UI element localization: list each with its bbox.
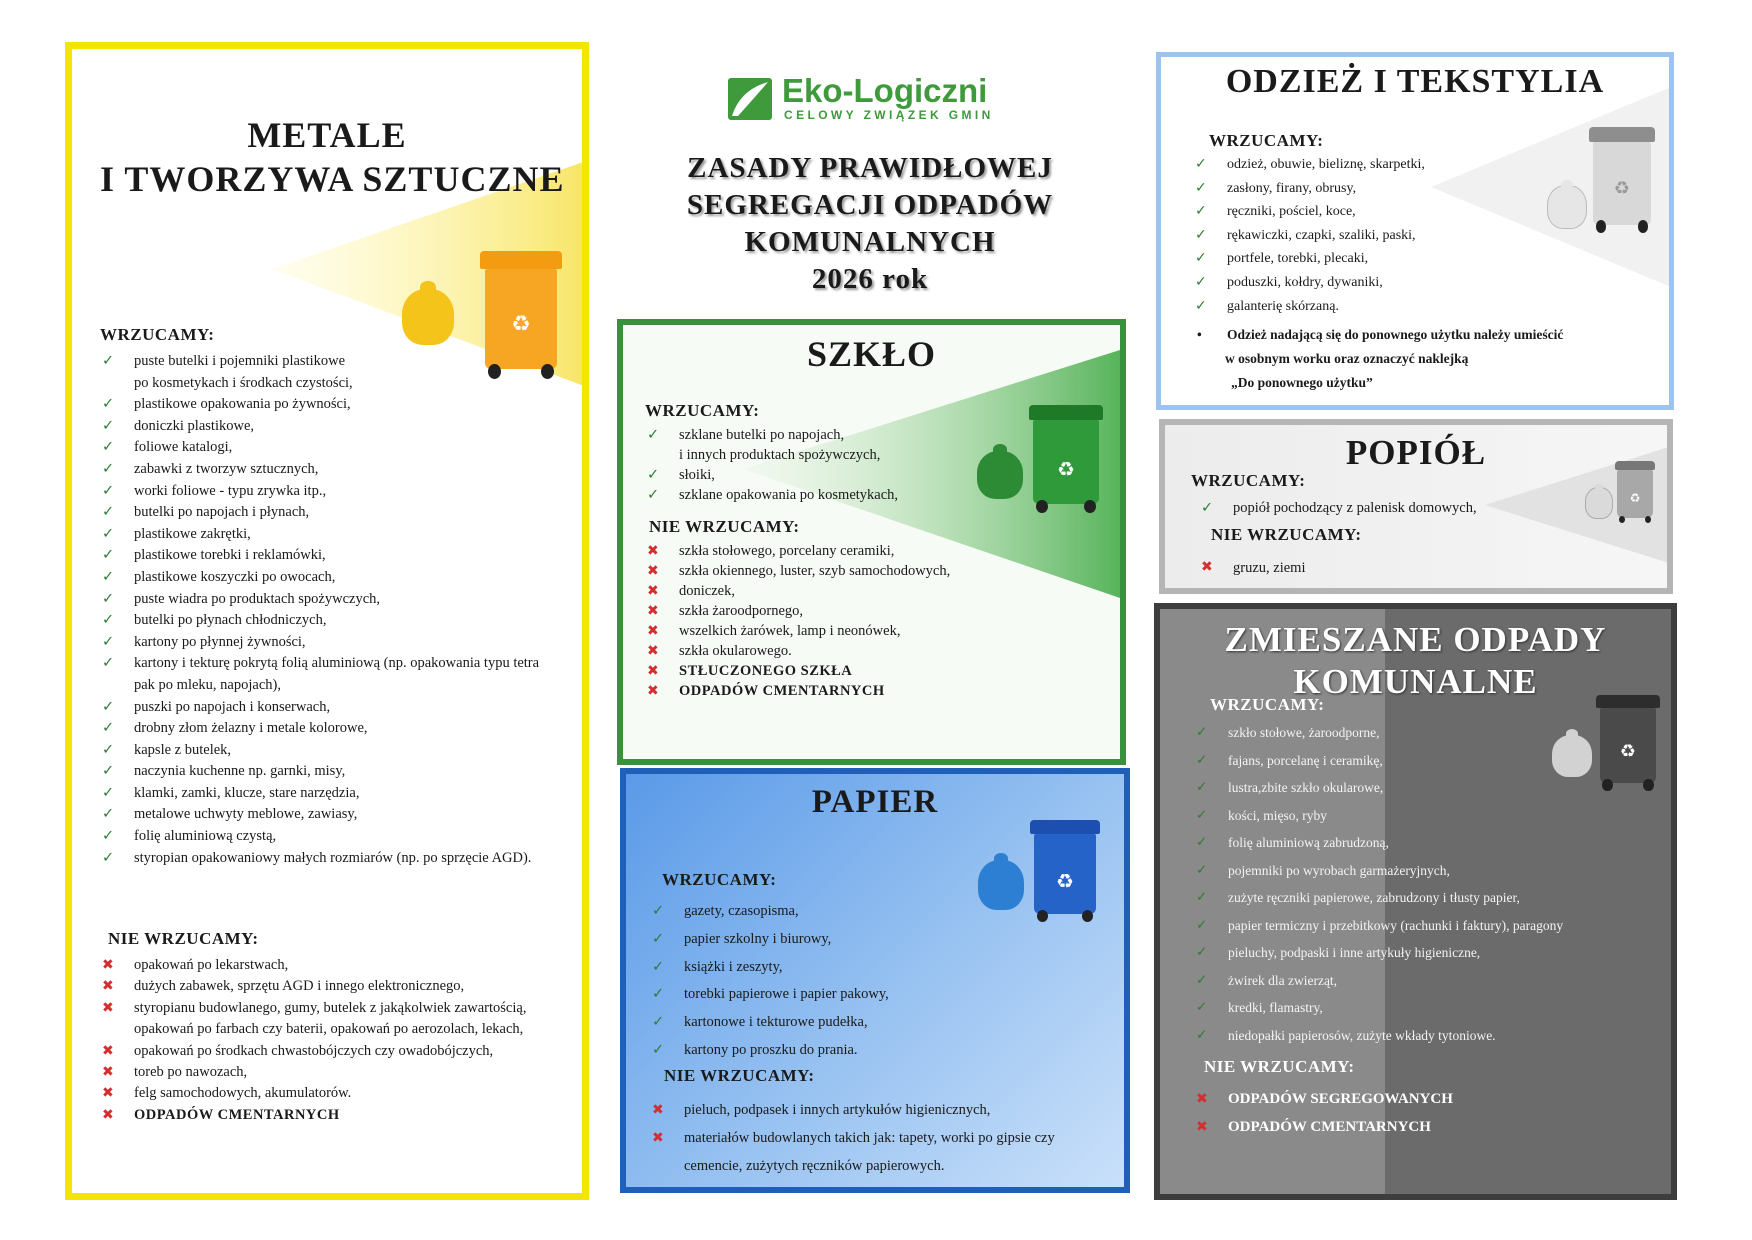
item-text: wszelkich żarówek, lamp i neonówek, (679, 623, 901, 639)
list-item (1194, 719, 1674, 747)
excluded-item (100, 1019, 589, 1040)
excluded-item (650, 1124, 1120, 1152)
list-item (645, 425, 995, 445)
check-icon: ✓ (1195, 250, 1207, 267)
check-icon: ✓ (102, 525, 115, 542)
list-item (100, 459, 589, 481)
item-text: odzież, obuwie, bieliznę, skarpetki, (1227, 157, 1425, 172)
list-item (645, 485, 995, 505)
item-text: kości, mięso, ryby (1228, 807, 1327, 823)
check-icon: ✓ (652, 958, 665, 975)
list-item (650, 954, 1030, 982)
metale-title-line2: I TWORZYWA SZTUCZNE (100, 159, 565, 199)
check-icon: ✓ (1196, 724, 1208, 740)
popiol-wrzucamy-list (1199, 499, 1529, 518)
item-text: opakowań po farbach czy baterii, opakowań po aerozolach, lekach, (134, 1021, 524, 1038)
list-item (650, 1037, 1030, 1065)
check-icon: ✓ (102, 806, 115, 823)
yellow-bin-icon: ♻ (480, 251, 562, 379)
cross-icon: ✖ (102, 1106, 114, 1123)
excluded-item (100, 955, 589, 976)
item-text: klamki, zamki, klucze, stare narzędzia, (134, 784, 360, 801)
item-text: ręczniki, pościel, koce, (1227, 204, 1356, 220)
zmieszane-title-line2: KOMUNALNE (1293, 662, 1538, 701)
item-text: naczynia kuchenne np. garnki, misy, (134, 763, 346, 780)
list-item (645, 445, 995, 465)
check-icon: ✓ (1196, 1026, 1208, 1043)
blue-bin-icon: ♻ (1030, 820, 1100, 922)
item-text: i innych produktach spożywczych, (679, 447, 881, 463)
szklo-wrzucamy-list (645, 425, 995, 505)
item-text: ODPADÓW CMENTARNYCH (679, 683, 885, 699)
item-text: fajans, porcelanę i ceramikę, (1228, 752, 1383, 768)
item-text: gazety, czasopisma, (684, 903, 799, 919)
check-icon: ✓ (102, 655, 115, 672)
szklo-wrzucamy-label: WRZUCAMY: (645, 401, 760, 420)
popiol-wrzucamy-label: WRZUCAMY: (1191, 471, 1306, 490)
check-icon: ✓ (102, 784, 115, 801)
item-text: felg samochodowych, akumulatorów. (134, 1085, 352, 1102)
cross-icon: ✖ (647, 663, 659, 679)
item-text: kredki, flamastry, (1228, 1000, 1323, 1015)
list-item (100, 653, 589, 675)
list-item (1193, 247, 1523, 271)
check-icon: ✓ (102, 504, 115, 521)
cross-icon: ✖ (647, 683, 659, 699)
check-icon: ✓ (102, 353, 115, 369)
list-item (100, 804, 589, 826)
metale-title (72, 113, 582, 201)
page-heading (640, 150, 1100, 298)
item-text: opakowań po lekarstwach, (134, 957, 289, 973)
list-item (1194, 1022, 1674, 1050)
excluded-item (645, 681, 1105, 701)
panel-popiol (1159, 419, 1673, 594)
item-text: niedopałki papierosów, zużyte wkłady tytoniowe. (1228, 1027, 1496, 1043)
excluded-item (645, 661, 1105, 681)
excluded-item (650, 1096, 1120, 1124)
cross-icon: ✖ (1201, 559, 1213, 575)
papier-title: PAPIER (811, 784, 939, 820)
list-item (1199, 499, 1529, 518)
list-item (1194, 857, 1674, 885)
metale-title-line1: METALE (247, 115, 407, 155)
check-icon: ✓ (652, 1041, 665, 1058)
item-text: cemencie, zużytych ręczników papierowych. (684, 1158, 945, 1174)
item-text: butelki po napojach i płynach, (134, 504, 310, 521)
popiol-nie-wrzucamy-list (1199, 559, 1529, 578)
item-text: zużyte ręczniki papierowe, zabrudzony i tłusty papier, (1228, 890, 1520, 905)
papier-wrzucamy-list (650, 898, 1030, 1065)
item-text: szkło stołowe, żaroodporne, (1228, 725, 1380, 740)
odziez-note-line3: „Do ponownego użytku” (1231, 375, 1373, 390)
zmieszane-title (1160, 619, 1671, 703)
item-text: żwirek dla zwierząt, (1228, 972, 1338, 988)
item-text: puszki po napojach i konserwach, (134, 698, 331, 715)
item-text: drobny złom żelazny i metale kolorowe, (134, 720, 368, 737)
cross-icon: ✖ (647, 643, 659, 659)
list-item (100, 610, 589, 632)
panel-szklo (617, 319, 1126, 765)
check-icon: ✓ (102, 568, 115, 585)
item-text: doniczek, (679, 583, 735, 599)
check-icon: ✓ (102, 439, 115, 456)
item-text: papier termiczny i przebitkowy (rachunki i faktury), paragony (1228, 917, 1564, 933)
cross-icon: ✖ (102, 1042, 114, 1059)
check-icon: ✓ (102, 828, 115, 845)
list-item (100, 394, 589, 416)
panel-papier (620, 768, 1130, 1193)
check-icon: ✓ (102, 396, 115, 413)
check-icon: ✓ (102, 633, 115, 650)
check-icon: ✓ (1195, 297, 1207, 314)
item-text: materiałów budowlanych takich jak: tapety, worki po gipsie czy (684, 1130, 1055, 1146)
heading-line4: 2026 rok (811, 263, 929, 295)
cross-icon: ✖ (647, 543, 659, 559)
zmieszane-wrzucamy-label: WRZUCAMY: (1210, 695, 1325, 714)
leaf-logo-icon (726, 76, 774, 122)
item-text: pojemniki po wyrobach garmażeryjnych, (1228, 862, 1450, 878)
list-item (650, 926, 1030, 954)
list-item (1194, 884, 1674, 912)
zmieszane-title-line1: ZMIESZANE ODPADY (1224, 620, 1607, 659)
check-icon: ✓ (1196, 944, 1208, 960)
list-item (1194, 747, 1674, 775)
cross-icon: ✖ (647, 623, 659, 639)
item-text: pak po mleku, napojach), (134, 676, 281, 693)
list-item (100, 783, 589, 805)
list-item (1194, 939, 1674, 967)
list-item (1194, 829, 1674, 857)
check-icon: ✓ (1196, 834, 1208, 850)
list-item (100, 589, 589, 611)
item-text: puste butelki i pojemniki plastikowe (134, 353, 346, 369)
list-item (100, 351, 589, 373)
item-text: pieluch, podpasek i innych artykułów higienicznych, (684, 1102, 991, 1118)
item-text: styropian opakowaniowy małych rozmiarów (np. po sprzęcie AGD). (134, 849, 532, 866)
cross-icon: ✖ (1196, 1091, 1208, 1107)
excluded-item (100, 998, 589, 1019)
item-text: szklane opakowania po kosmetykach, (679, 487, 899, 503)
item-text: ODPADÓW CMENTARNYCH (1228, 1119, 1431, 1135)
list-item (100, 545, 589, 567)
list-item (1193, 295, 1523, 319)
heading-line2: SEGREGACJI ODPADÓW (686, 189, 1054, 221)
odziez-wrzucamy-list (1193, 153, 1523, 318)
list-item (100, 502, 589, 524)
grey-bag-icon (1585, 487, 1613, 519)
excluded-item (100, 976, 589, 997)
check-icon: ✓ (647, 427, 660, 443)
list-item (100, 826, 589, 848)
item-text: folię aluminiową czystą, (134, 828, 277, 845)
item-text: metalowe uchwyty meblowe, zawiasy, (134, 806, 358, 823)
logo-name: Eko-Logiczni (782, 72, 988, 109)
item-text: plastikowe opakowania po żywności, (134, 396, 351, 413)
item-text: kartony po płynnej żywności, (134, 633, 306, 650)
check-icon: ✓ (1196, 971, 1208, 988)
list-item (1194, 912, 1674, 940)
list-item (1193, 224, 1523, 248)
excluded-item (100, 1041, 589, 1062)
item-text: butelki po płynach chłodniczych, (134, 612, 327, 629)
item-text: szklane butelki po napojach, (679, 427, 845, 443)
item-text: torebki papierowe i papier pakowy, (684, 986, 889, 1003)
heading-line3: KOMUNALNYCH (744, 226, 996, 258)
list-item (1194, 802, 1674, 830)
excluded-item (645, 581, 1105, 601)
check-icon: ✓ (102, 720, 115, 737)
item-text: plastikowe koszyczki po owocach, (134, 568, 336, 585)
list-item (100, 740, 589, 762)
excluded-item (645, 601, 1105, 621)
excluded-item (1199, 559, 1529, 578)
list-item (1194, 994, 1674, 1022)
check-icon: ✓ (102, 590, 115, 607)
list-item (650, 1009, 1030, 1037)
excluded-item (1194, 1113, 1674, 1141)
check-icon: ✓ (1195, 156, 1207, 172)
list-item (100, 718, 589, 740)
check-icon: ✓ (102, 741, 115, 758)
list-item (1193, 271, 1523, 295)
papier-wrzucamy-label: WRZUCAMY: (662, 870, 777, 889)
item-text: plastikowe torebki i reklamówki, (134, 547, 326, 564)
item-text: STŁUCZONEGO SZKŁA (679, 663, 853, 679)
item-text: kartonowe i tekturowe pudełka, (684, 1014, 868, 1031)
bullet-icon: • (1197, 327, 1202, 342)
check-icon: ✓ (102, 460, 115, 477)
item-text: lustra,zbite szkło okularowe, (1228, 780, 1384, 795)
item-text: rękawiczki, czapki, szaliki, paski, (1227, 227, 1416, 243)
item-text: kartony i tekturę pokrytą folią aluminiową (np. opakowania typu tetra (134, 655, 540, 672)
check-icon: ✓ (652, 986, 665, 1003)
grey-bin-icon: ♻ (1589, 127, 1655, 233)
check-icon: ✓ (102, 763, 115, 780)
metale-wrzucamy-label: WRZUCAMY: (100, 325, 215, 344)
check-icon: ✓ (102, 547, 115, 564)
excluded-item (100, 1062, 589, 1083)
check-icon: ✓ (102, 698, 115, 715)
szklo-title: SZKŁO (806, 334, 937, 374)
check-icon: ✓ (647, 487, 660, 503)
cross-icon: ✖ (102, 1085, 114, 1102)
item-text: dużych zabawek, sprzętu AGD i innego elektronicznego, (134, 978, 465, 995)
excluded-item (1194, 1085, 1674, 1113)
check-icon: ✓ (102, 482, 115, 499)
odziez-title: ODZIEŻ I TEKSTYLIA (1225, 63, 1605, 100)
check-icon: ✓ (652, 903, 665, 919)
list-item (100, 675, 589, 697)
list-item (1194, 774, 1674, 802)
logo (726, 74, 1016, 126)
szklo-nie-wrzucamy-label: NIE WRZUCAMY: (649, 517, 800, 536)
panel-odziez-i-tekstylia (1156, 52, 1674, 410)
list-item (100, 524, 589, 546)
check-icon: ✓ (1195, 179, 1207, 196)
papier-nie-wrzucamy-list (650, 1096, 1120, 1180)
check-icon: ✓ (652, 1014, 665, 1031)
check-icon: ✓ (1196, 999, 1208, 1015)
dark-bin-icon: ♻ (1596, 695, 1660, 791)
odziez-note-line1: Odzież nadającą się do ponownego użytku należy umieścić (1227, 327, 1564, 342)
item-text: toreb po nawozach, (134, 1064, 248, 1081)
metale-nie-wrzucamy-label: NIE WRZUCAMY: (108, 929, 259, 948)
item-text: kartony po proszku do prania. (684, 1041, 858, 1058)
item-text: worki foliowe - typu zrywka itp., (134, 482, 327, 499)
item-text: ODPADÓW SEGREGOWANYCH (1228, 1091, 1453, 1107)
list-item (100, 416, 589, 438)
list-item (100, 697, 589, 719)
check-icon: ✓ (1196, 806, 1208, 823)
item-text: portfele, torebki, plecaki, (1227, 251, 1369, 267)
list-item (1193, 177, 1523, 201)
check-icon: ✓ (1195, 203, 1207, 220)
item-text: opakowań po środkach chwastobójczych czy owadobójczych, (134, 1042, 494, 1059)
item-text: popiół pochodzący z palenisk domowych, (1233, 500, 1477, 516)
item-text: pieluchy, podpaski i inne artykuły higieniczne, (1228, 945, 1481, 960)
item-text: galanterię skórzaną. (1227, 298, 1339, 314)
item-text: doniczki plastikowe, (134, 417, 255, 434)
check-icon: ✓ (102, 849, 115, 866)
check-icon: ✓ (1196, 779, 1208, 795)
cross-icon: ✖ (102, 999, 114, 1016)
item-text: słoiki, (679, 467, 715, 483)
cross-icon: ✖ (652, 1130, 664, 1146)
excluded-item (645, 541, 1105, 561)
check-icon: ✓ (102, 417, 115, 434)
item-text: foliowe katalogi, (134, 439, 233, 456)
excluded-item (100, 1083, 589, 1104)
item-text: szkła okularowego. (679, 643, 792, 659)
cross-icon: ✖ (647, 563, 659, 579)
check-icon: ✓ (652, 930, 665, 947)
item-text: szkła żaroodpornego, (679, 603, 804, 619)
excluded-item (645, 641, 1105, 661)
popiol-title: POPIÓŁ (1345, 433, 1487, 472)
cross-icon: ✖ (647, 603, 659, 619)
panel-zmieszane-odpady (1154, 603, 1677, 1200)
list-item (100, 632, 589, 654)
list-item (650, 981, 1030, 1009)
cross-icon: ✖ (652, 1102, 664, 1118)
check-icon: ✓ (1196, 861, 1208, 878)
item-text: styropianu budowlanego, gumy, butelek z jakąkolwiek zawartością, (134, 999, 527, 1016)
item-text: szkła stołowego, porcelany ceramiki, (679, 543, 895, 559)
odziez-wrzucamy-label: WRZUCAMY: (1209, 131, 1324, 150)
list-item (100, 373, 589, 395)
list-item (1193, 153, 1523, 177)
grey-bin-icon: ♻ (1615, 461, 1655, 523)
popiol-nie-wrzucamy-label: NIE WRZUCAMY: (1211, 525, 1362, 544)
list-item (1193, 200, 1523, 224)
cross-icon: ✖ (1196, 1119, 1208, 1135)
item-text: po kosmetykach i środkach czystości, (134, 374, 353, 391)
item-text: folię aluminiową zabrudzoną, (1228, 835, 1389, 850)
item-text: puste wiadra po produktach spożywczych, (134, 590, 381, 607)
check-icon: ✓ (647, 467, 660, 483)
odziez-note-line2: w osobnym worku oraz oznaczyć naklejką (1225, 351, 1469, 366)
logo-subtitle: CELOWY ZWIĄZEK GMIN (784, 108, 994, 122)
item-text: zasłony, firany, obrusy, (1227, 180, 1357, 196)
panel-metale-i-tworzywa (65, 42, 589, 1200)
zmieszane-nie-wrzucamy-list (1194, 1085, 1674, 1141)
list-item (1194, 967, 1674, 995)
excluded-item (100, 1105, 589, 1126)
metale-nie-wrzucamy-list (100, 955, 589, 1126)
item-text: papier szkolny i biurowy, (684, 930, 832, 947)
check-icon: ✓ (1195, 273, 1207, 290)
cross-icon: ✖ (102, 1064, 114, 1081)
item-text: gruzu, ziemi (1233, 560, 1306, 576)
szklo-nie-wrzucamy-list (645, 541, 1105, 701)
excluded-item (645, 621, 1105, 641)
excluded-item (645, 561, 1105, 581)
check-icon: ✓ (102, 612, 115, 629)
odziez-note (1193, 323, 1673, 395)
item-text: szkła okiennego, luster, szyb samochodowych, (679, 563, 951, 579)
item-text: zabawki z tworzyw sztucznych, (134, 460, 319, 477)
list-item (100, 567, 589, 589)
list-item (100, 437, 589, 459)
check-icon: ✓ (1196, 751, 1208, 768)
item-text: kapsle z butelek, (134, 741, 232, 758)
zmieszane-nie-wrzucamy-label: NIE WRZUCAMY: (1204, 1057, 1355, 1076)
green-bin-icon: ♻ (1029, 405, 1103, 513)
list-item (100, 481, 589, 503)
list-item (650, 898, 1030, 926)
list-item (100, 761, 589, 783)
check-icon: ✓ (1196, 916, 1208, 933)
list-item (645, 465, 995, 485)
excluded-item (650, 1152, 1120, 1180)
cross-icon: ✖ (647, 583, 659, 599)
cross-icon: ✖ (102, 957, 114, 973)
papier-nie-wrzucamy-label: NIE WRZUCAMY: (664, 1066, 815, 1085)
check-icon: ✓ (1196, 889, 1208, 905)
list-item (100, 848, 589, 870)
item-text: plastikowe zakrętki, (134, 525, 251, 542)
metale-wrzucamy-list (100, 351, 589, 869)
cross-icon: ✖ (102, 978, 114, 995)
check-icon: ✓ (1201, 500, 1214, 516)
white-bag-icon (1547, 185, 1587, 229)
item-text: książki i zeszyty, (684, 958, 783, 975)
item-text: ODPADÓW CMENTARNYCH (134, 1106, 340, 1123)
item-text: poduszki, kołdry, dywaniki, (1227, 274, 1383, 290)
zmieszane-wrzucamy-list (1194, 719, 1674, 1049)
heading-line1: ZASADY PRAWIDŁOWEJ (687, 152, 1053, 184)
yellow-bag-icon (402, 289, 454, 345)
check-icon: ✓ (1195, 226, 1207, 243)
